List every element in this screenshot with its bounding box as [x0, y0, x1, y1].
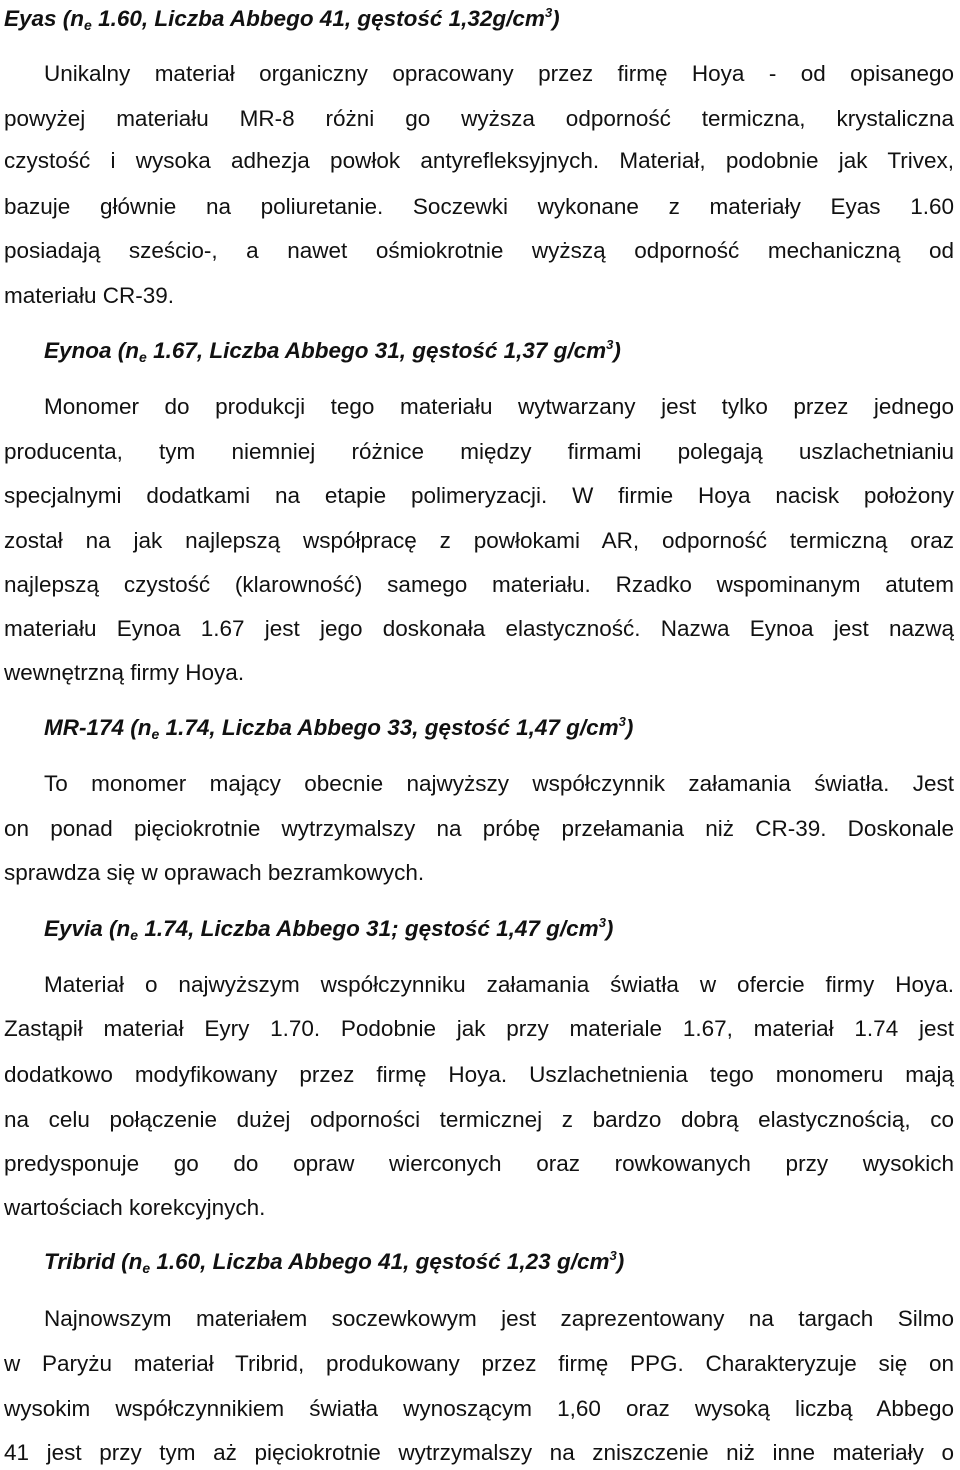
section-heading-tribrid: Tribrid ($n_e$ 1.60, Liczba Abbego 41, gęstość 1,23 $g/cm^3$): [44, 1248, 625, 1276]
paragraph-line: 41 jest przy tym aż pięciokrotnie wytrzymalszy na zniszczenie niż inne materiały o: [4, 1440, 954, 1465]
paragraph-line: materiału Eynoa 1.67 jest jego doskonała elastyczność. Nazwa Eynoa jest nazwą: [4, 616, 954, 641]
paragraph-line: To monomer mający obecnie najwyższy współczynnik załamania światła. Jest: [44, 771, 954, 796]
paragraph-line: posiadają sześcio-, a nawet ośmiokrotnie wyższą odporność mechaniczną od: [4, 238, 954, 263]
paragraph-line: Materiał o najwyższym współczynniku załamania światła w ofercie firmy Hoya.: [44, 972, 954, 997]
section-heading-eynoa: Eynoa ($n_e$ 1.67, Liczba Abbego 31, gęstość 1,37 $g/cm^3$): [44, 337, 621, 365]
paragraph-line: Monomer do produkcji tego materiału wytwarzany jest tylko przez jednego: [44, 394, 954, 419]
paragraph-line: dodatkowo modyfikowany przez firmę Hoya. Uszlachetnienia tego monomeru mają: [4, 1062, 954, 1087]
paragraph-line: predysponuje go do opraw wierconych oraz rowkowanych przy wysokich: [4, 1151, 954, 1176]
paragraph-line: wysokim współczynnikiem światła wynoszącym 1,60 oraz wysoką liczbą Abbego: [4, 1396, 954, 1421]
paragraph-line: powyżej materiału MR-8 różni go wyższa odporność termiczna, krystaliczna: [4, 106, 954, 131]
paragraph-line: bazuje głównie na poliuretanie. Soczewki wykonane z materiały Eyas 1.60: [4, 194, 954, 219]
paragraph-line: został na jak najlepszą współpracę z powłokami AR, odporność termiczną oraz: [4, 528, 954, 553]
section-heading-mr174: MR-174 ($n_e$ 1.74, Liczba Abbego 33, gęstość 1,47 $g/cm^3$): [44, 714, 634, 742]
paragraph-line: wewnętrzną firmy Hoya.: [4, 660, 245, 685]
section-heading-eyas: Eyas ($n_e$ 1.60, Liczba Abbego 41, gęstość $1,32g/cm^3$): [4, 5, 560, 33]
paragraph-line: Unikalny materiał organiczny opracowany przez firmę Hoya - od opisanego: [44, 61, 954, 86]
paragraph-line: on ponad pięciokrotnie wytrzymalszy na próbę przełamania niż CR-39. Doskonale: [4, 816, 954, 841]
paragraph-line: w Paryżu materiał Tribrid, produkowany przez firmę PPG. Charakteryzuje się on: [4, 1351, 954, 1376]
section-heading-eyvia: Eyvia ($n_e$ 1.74, Liczba Abbego 31; gęstość 1,47 $g/cm^3$): [44, 915, 614, 943]
paragraph-line: na celu połączenie dużej odporności termicznej z bardzo dobrą elastycznością, co: [4, 1107, 954, 1132]
paragraph-line: wartościach korekcyjnych.: [4, 1195, 266, 1220]
paragraph-line: materiału CR-39.: [4, 283, 175, 308]
paragraph-line: producenta, tym niemniej różnice między firmami polegają uszlachetnianiu: [4, 439, 954, 464]
paragraph-line: najlepszą czystość (klarowność) samego materiału. Rzadko wspominanym atutem: [4, 572, 954, 597]
paragraph-line: czystość i wysoka adhezja powłok antyrefleksyjnych. Materiał, podobnie jak Trivex,: [4, 148, 954, 173]
paragraph-line: Zastąpił materiał Eyry 1.70. Podobnie jak przy materiale 1.67, materiał 1.74 jest: [4, 1016, 954, 1041]
paragraph-line: sprawdza się w oprawach bezramkowych.: [4, 860, 425, 885]
paragraph-line: Najnowszym materiałem soczewkowym jest zaprezentowany na targach Silmo: [44, 1306, 954, 1331]
paragraph-line: specjalnymi dodatkami na etapie polimeryzacji. W firmie Hoya nacisk położony: [4, 483, 954, 508]
